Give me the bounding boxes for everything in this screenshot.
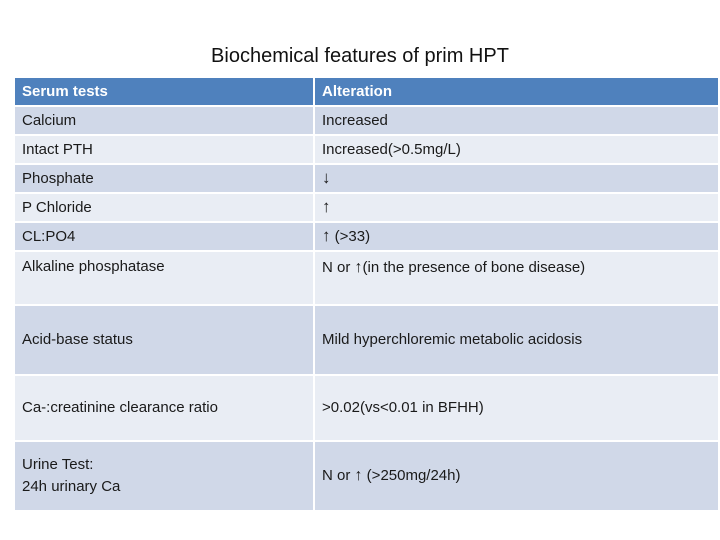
- test-name: Ca-:creatinine clearance ratio: [15, 376, 315, 442]
- alteration-value: >0.02(vs<0.01 in BFHH): [315, 376, 718, 442]
- arrow-up-icon: ↑: [322, 226, 331, 246]
- alteration-value: [315, 165, 718, 194]
- alteration-value: [315, 442, 718, 512]
- test-name: Alkaline phosphatase: [15, 252, 315, 306]
- table-row: [15, 223, 718, 252]
- header-serum-tests: Serum tests: [15, 78, 315, 107]
- arrow-up-icon: ↑: [354, 467, 363, 485]
- table-header-row: [15, 78, 718, 107]
- alteration-value: Mild hyperchloremic metabolic acidosis: [315, 306, 718, 376]
- test-name: Calcium: [15, 107, 315, 136]
- arrow-up-icon: ↑: [354, 259, 363, 276]
- table-row: [15, 376, 718, 442]
- table-row: [15, 194, 718, 223]
- test-name: Acid-base status: [15, 306, 315, 376]
- test-name: Urine Test: 24h urinary Ca: [15, 442, 315, 512]
- header-alteration: Alteration: [315, 78, 718, 107]
- table-row: [15, 252, 718, 306]
- table-row: [15, 306, 718, 376]
- biochemical-features-table: [15, 78, 718, 512]
- arrow-down-icon: ↓: [322, 168, 331, 188]
- alteration-value: Increased(>0.5mg/L): [315, 136, 718, 165]
- alteration-value: Increased: [315, 107, 718, 136]
- alteration-text: (>250mg/24h): [362, 467, 461, 485]
- test-name: CL:PO4: [15, 223, 315, 252]
- table-row: [15, 136, 718, 165]
- arrow-up-icon: ↑: [322, 197, 331, 217]
- alteration-value: [315, 252, 718, 306]
- slide-title: Biochemical features of prim HPT: [211, 45, 509, 67]
- alteration-prefix: N or: [322, 467, 355, 485]
- test-name: Phosphate: [15, 165, 315, 194]
- alteration-value: [315, 223, 718, 252]
- test-name: P Chloride: [15, 194, 315, 223]
- alteration-value: [315, 194, 718, 223]
- table-row: [15, 442, 718, 512]
- table-row: [15, 107, 718, 136]
- alteration-text: (in the presence of bone disease): [362, 259, 586, 276]
- alteration-text: (>33): [330, 228, 371, 246]
- alteration-prefix: N or: [322, 259, 355, 276]
- test-name: Intact PTH: [15, 136, 315, 165]
- table-row: [15, 165, 718, 194]
